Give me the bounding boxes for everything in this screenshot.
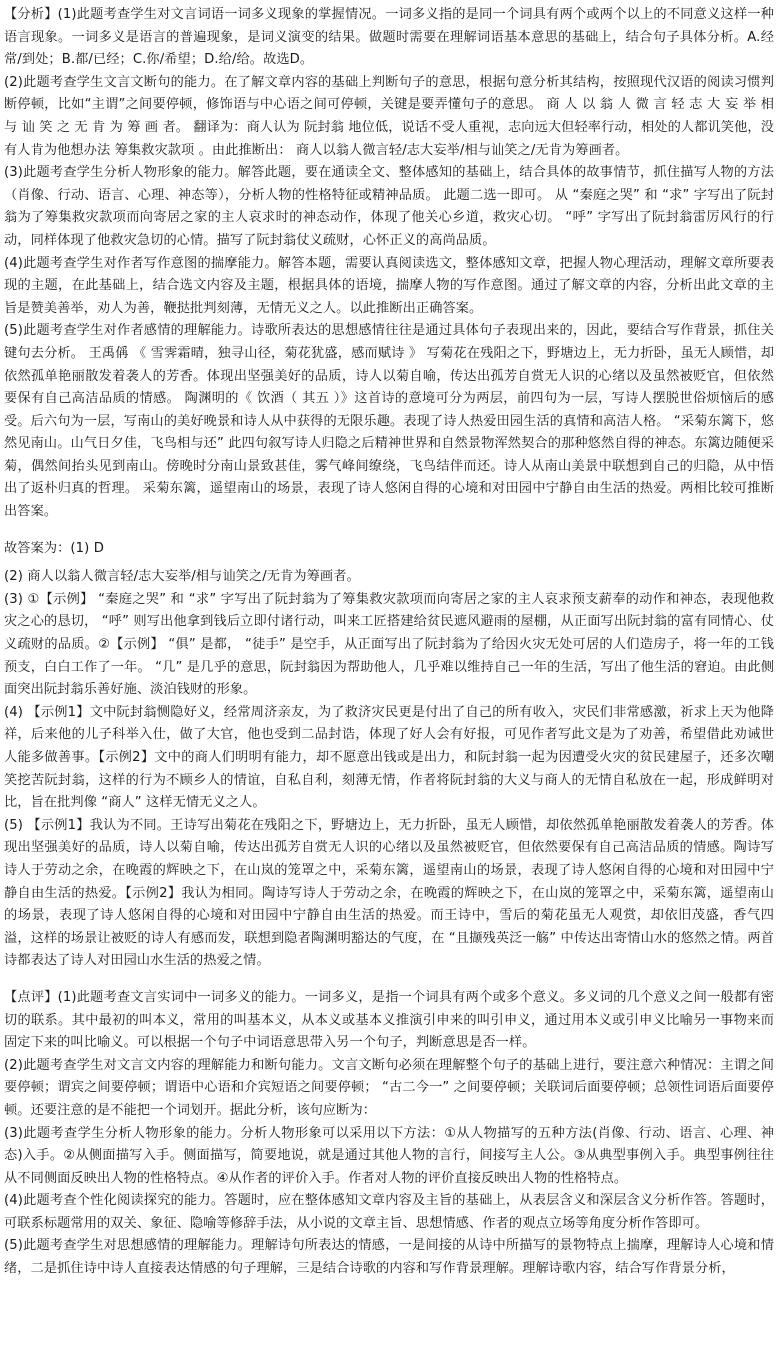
comment-paragraph-5: (5)此题考查学生对思想感情的理解能力。理解诗句所表达的情感，一是间接的从诗中所描写的景物特点上揣摩，理解诗人心境和情绪，二是抓住诗中诗人直接表达情感的句子理解，三是结合诗歌的内容和写作背景理解。理解诗歌内容，结合写作背景分析， (4, 1238, 774, 1277)
analysis-paragraph-1: 【分析】(1)此题考查学生对文言词语一词多义现象的掌握情况。一词多义指的是同一个词具有两个或两个以上的不同意义这样一种语言现象。一词多义是语言的普遍现象，是词义演变的结果。做题时需要在理解词语基本意思的基础上，结合句子具体分析。A.经常/到处；B.都/已经；C.你/希望；D.给/给。故选D。 (4, 7, 774, 68)
comment-paragraph-3: (3)此题考查学生分析人物形象的能力。分析人物形象可以采用以下方法：①从人物描写的五种方法(肖像、行动、语言、心理、神态)入手。②从侧面描写入手。侧面描写，简要地说，就是通过其他人物的言行，间接写主人公。③从典型事例入手。典型事例往往从不同侧面反映出人物的性格特点。④从作者的评价入手。作者对人物的评价直接反映出人物的性格特点。 (4, 1125, 774, 1186)
analysis-paragraph-2: (2)此题考查学生文言文断句的能力。在了解文章内容的基础上判断句子的意思，根据句意分析其结构，按照现代汉语的阅读习惯判断停顿，比如“主谓”之间要停顿，修饰语与中心语之间可停顿，关键是要弄懂句子的意思。 商 人 以 翁 人 微 言 轻 志 大 妄 举 相 与 讪 笑 之 无 肯 为 筹 画 者。 翻译为：商人认为 阮封翁 地位低，说话不受人重视，志向远大但轻率行动，相处的人都讥笑他，没有人肯为他想办法 筹集救灾款项 。由此推断出： 商人以翁人微言轻/志大妄举/相与讪笑之/无肯为筹画者。 (4, 74, 774, 158)
analysis-paragraph-4: (4)此题考查学生对作者写作意图的揣摩能力。解答本题，需要认真阅读选文，整体感知文章，把握人物心理活动，理解文章所要表现的主题，在此基础上，结合选文内容及主题，根据具体的语境，揣摩人物的写作意图。通过了解文章的内容，分析出此文章的主旨是赞美善举，劝人为善，鞭挞批判刻薄，无情无义之人。以此推断出正确答案。 (4, 255, 774, 316)
answer-paragraph-4: (4) 【示例1】文中阮封翁恻隐好义，经常周济亲友，为了救济灾民更是付出了自己的所有收入，灾民们非常感激，祈求上天为他降祥，后来他的儿子科举入仕，做了大官，他也受到二品封诰，体现了好人会有好报，可见作者写此文是为了劝善，希望借此劝诫世人能多做善事。【示例2】文中的商人们明明有能力，却不愿意出钱或是出力，和阮封翁一起为因遭受火灾的贫民建屋子，还多次嘲笑挖苦阮封翁，这样的行为不顾乡人的情谊，自私自利，刻薄无情，作者将阮封翁的大义与商人的无情自私放在一起，形成鲜明对比，旨在批判像 “商人” 这样无情无义之人。 (4, 704, 774, 811)
analysis-paragraph-5: (5)此题考查学生对作者感情的理解能力。诗歌所表达的思想感情往往是通过具体句子表现出来的，因此，要结合写作背景，抓住关键句去分析。 王禹偁 《 雪霁霜晴，独寻山径，菊花犹盛，感而赋诗 》 写菊花在残阳之下，野塘边上，无力折卧，虽无人顾惜，却依然孤单艳丽散发着袭人的芳香。体现出坚强美好的品质，诗人以菊自喻，传达出孤芳自赏无人识的心绪以及虽然被贬官，但依然要保有自己高洁品质的情感。 陶渊明的《 饮酒（ 其五 ）》这首诗的意境可分为两层，前四句为一层，写诗人摆脱世俗烦恼后的感受。后六句为一层，写南山的美好晚景和诗人从中获得的无限乐趣。表现了诗人热爱田园生活的真情和高洁人格。 “采菊东篱下，悠然见南山。山气日夕佳，飞鸟相与还” 此四句叙写诗人归隐之后精神世界和自然景物浑然契合的那种悠然自得的神态。东篱边随便采菊，偶然间抬头见到南山。傍晚时分南山景致甚佳，雾气峰间缭绕，飞鸟结伴而还。诗人从南山美景中联想到自己的归隐，从中悟出了返朴归真的哲理。 采菊东篱，遥望南山的场景，表现了诗人悠闲自得的心境和对田园中宁静自由生活的热爱。两相比较可推断出答案。 (4, 323, 774, 520)
section-divider (4, 524, 774, 538)
answer-line-2: (2) 商人以翁人微言轻/志大妄举/相与讪笑之/无肯为筹画者。 (4, 569, 360, 585)
analysis-paragraph-3: (3)此题考查学生分析人物形象的能力。解答此题，要在通读全文、整体感知的基础上，结合具体的故事情节，抓住描写人物的方法（肖像、行动、语言、心理、神态等），分析人物的性格特征或精神品质。 此题二选一即可。 从 “秦庭之哭” 和 “求” 字写出了阮封翁为了筹集救灾款项而向寄居之家的主人哀求时的神态动作，体现了他关心乡道，救灾心切。 “呼” 字写出了阮封翁雷厉风行的行动，同样体现了他救灾急切的心情。描写了阮封翁仗义疏财，心怀正义的高尚品质。 (4, 165, 774, 248)
section-divider (4, 973, 774, 987)
analysis-section (4, 4, 774, 524)
comment-section (4, 987, 774, 1281)
answer-paragraph-5: (5) 【示例1】我认为不同。王诗写出菊花在残阳之下，野塘边上，无力折卧，虽无人顾惜，却依然孤单艳丽散发着袭人的芳香。体现出坚强美好的品质，诗人以菊自喻，传达出孤芳自赏无人识的心绪以及虽然被贬官，但依然要保有自己高洁品质的情感。陶诗写诗人于劳动之余，在晚霞的辉映之下，在山岚的笼罩之中，采菊东篱，遥望南山的场景，表现了诗人悠闲自得的心境和对田园中宁静自由生活的热爱。【示例2】我认为相同。陶诗写诗人于劳动之余，在晚霞的辉映之下，在山岚的笼罩之中，采菊东篱，遥望南山的场景，表现了诗人悠闲自得的心境和对田园中宁静自由生活的热爱。而王诗中，雪后的菊花虽无人观赏，却依旧茂盛，香气四溢，这样的场景让被贬的诗人有感而发，联想到隐者陶渊明豁达的气度，在 “且撷残英泛一觞” 中传达出寄情山水的悠然之情。两首诗都表达了诗人对田园山水生活的热爱之情。 (4, 817, 774, 969)
comment-paragraph-2: (2)此题考查学生对文言文内容的理解能力和断句能力。文言文断句必须在理解整个句子的基础上进行，要注意六种情况：主谓之间要停顿；谓宾之间要停顿；谓语中心语和介宾短语之间要停顿； “古二今一” 之间要停顿；关联词后面要停顿；总领性词语后面要停顿。还要注意的是不能把一个词划开。据此分析，该句应断为： (4, 1057, 774, 1118)
answer-section (4, 538, 774, 973)
comment-paragraph-4: (4)此题考查个性化阅读探究的能力。答题时，应在整体感知文章内容及主旨的基础上，从表层含义和深层含义分析作答。答题时，可联系标题常用的双关、象征、隐喻等修辞手法，从小说的文章主旨、思想情感、作者的观点立场等角度分析作答即可。 (4, 1193, 774, 1231)
answer-paragraph-3: (3) ①【示例】 “秦庭之哭” 和 “求” 字写出了阮封翁为了筹集救灾款项而向寄居之家的主人哀求预支薪奉的动作和神态，表现他救灾之心的恳切， “呼” 则写出他拿到钱后立即付诸行动，叫来工匠搭建给贫民遮风避雨的屋棚，从正面写出阮封翁的富有同情心、仗义疏财的品质。②【示例】 “俱” 是都， “徒手” 是空手，从正面写出了阮封翁为了给因火灾无处可居的人们造房子，将一年的工钱预支，白白工作了一年。 “几” 是几乎的意思，阮封翁因为帮助他人，几乎难以维持自己一年的生活，写出了他生活的窘迫。由此侧面突出阮封翁乐善好施、淡泊钱财的形象。 (4, 591, 774, 698)
comment-paragraph-1: 【点评】(1)此题考查文言实词中一词多义的能力。一词多义，是指一个词具有两个或多个意义。多义词的几个意义之间一般都有密切的联系。其中最初的叫本义，常用的叫基本义，从本义或基本义推演引申来的叫引申义，通过用本义或引申义比喻另一事物来而固定下来的叫比喻义。可以根据一个句子中词语意思带入另一个句子，判断意思是否一样。 (4, 989, 774, 1051)
answer-line-1: 故答案为：(1) D (4, 540, 104, 556)
